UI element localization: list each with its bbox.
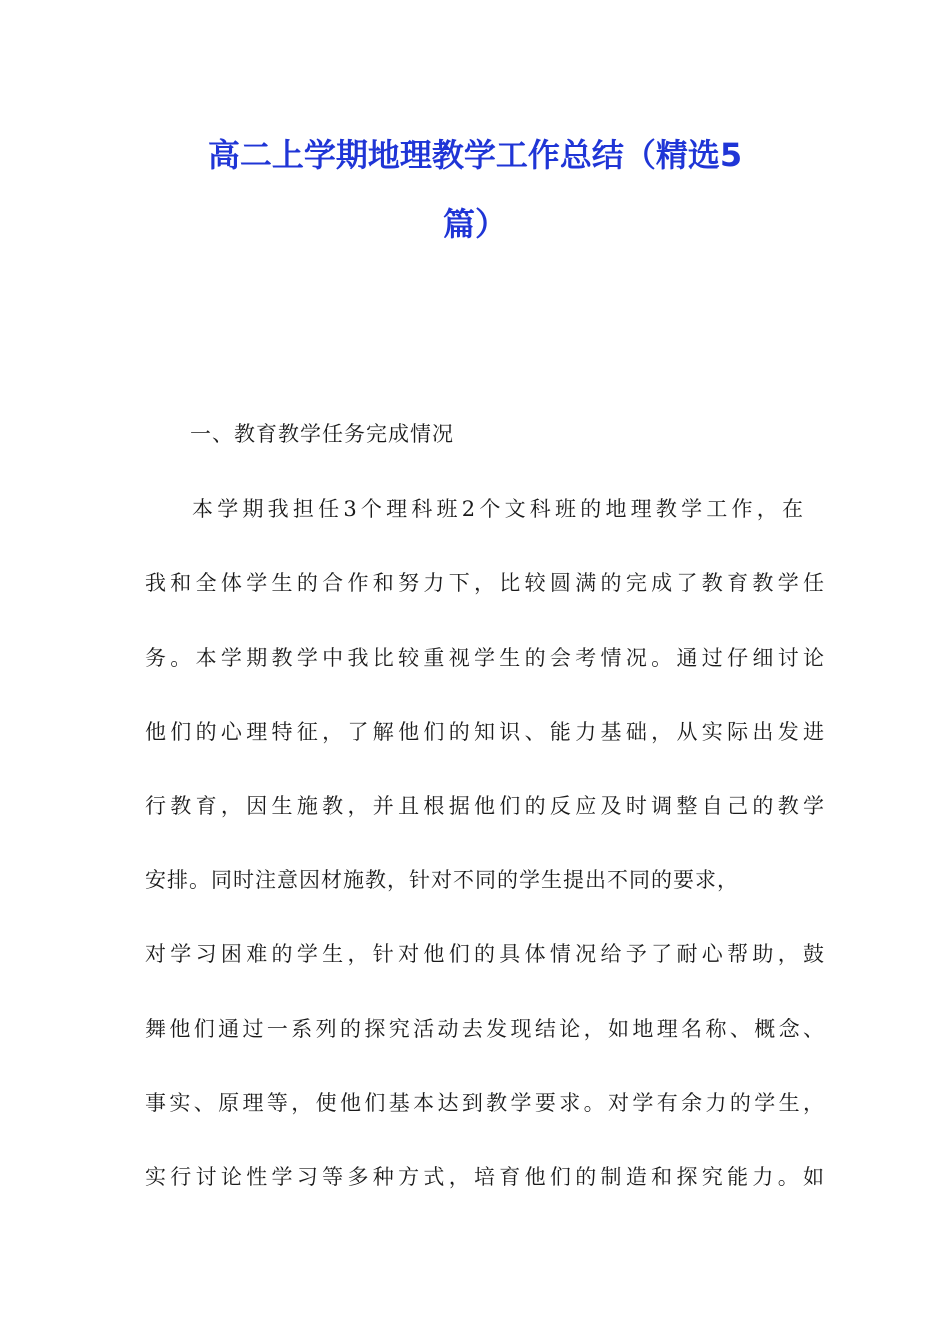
paragraph-line-5: 行教育，因生施教，并且根据他们的反应及时调整自己的教学 — [145, 794, 825, 818]
paragraph-line-3: 务。本学期教学中我比较重视学生的会考情况。通过仔细讨论 — [145, 646, 825, 670]
section-heading: 一、教育教学任务完成情况 — [190, 422, 454, 446]
paragraph-line-6: 安排。同时注意因材施教，针对不同的学生提出不同的要求， — [145, 868, 739, 892]
paragraph-line-7: 对学习困难的学生，针对他们的具体情况给予了耐心帮助，鼓 — [145, 942, 825, 966]
paragraph-line-8: 舞他们通过一系列的探究活动去发现结论，如地理名称、概念、 — [145, 1017, 825, 1041]
paragraph-line-1: 本学期我担任3个理科班2个文科班的地理教学工作，在 — [192, 497, 804, 521]
paragraph-line-2: 我和全体学生的合作和努力下，比较圆满的完成了教育教学任 — [145, 571, 825, 595]
paragraph-line-9: 事实、原理等，使他们基本达到教学要求。对学有余力的学生， — [145, 1091, 825, 1115]
document-title-line-1: 高二上学期地理教学工作总结（精选5 — [207, 136, 743, 174]
document-title-line-2: 篇） — [442, 205, 507, 243]
paragraph-line-4: 他们的心理特征，了解他们的知识、能力基础，从实际出发进 — [145, 720, 825, 744]
paragraph-line-10: 实行讨论性学习等多种方式，培育他们的制造和探究能力。如 — [145, 1165, 825, 1189]
